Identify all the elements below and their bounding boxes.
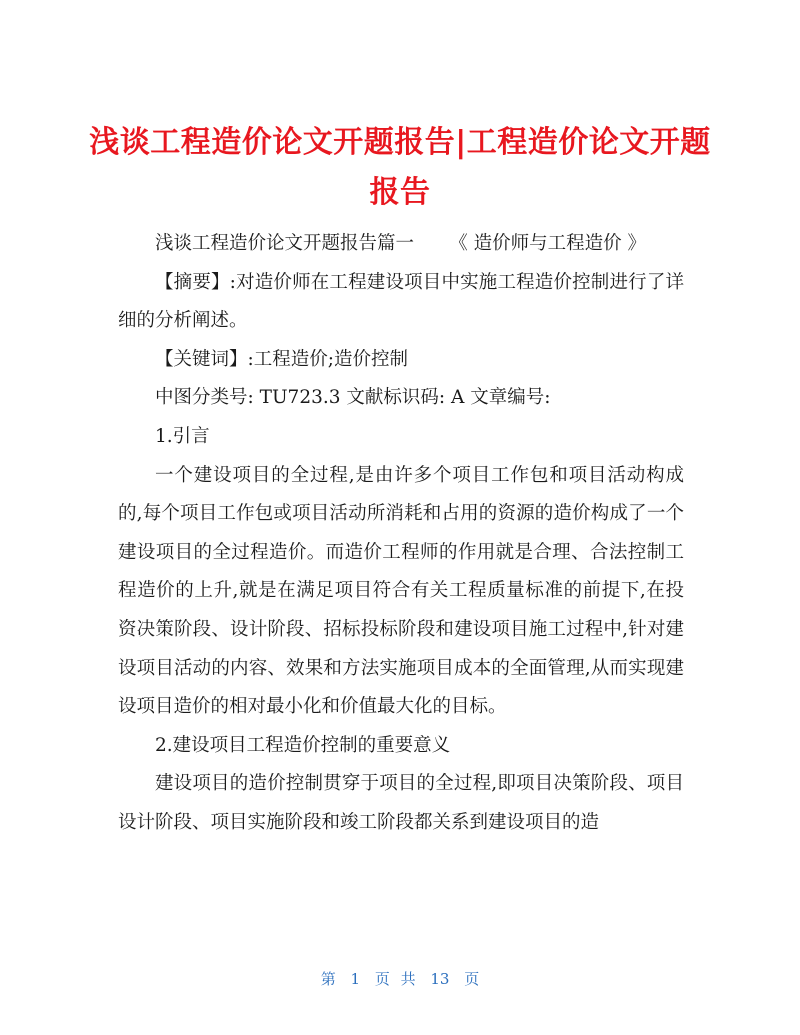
classification-paragraph: 中图分类号: TU723.3 文献标识码: A 文章编号: [155, 387, 551, 409]
document-title: 浅谈工程造价论文开题报告|工程造价论文开题报告 [89, 125, 711, 211]
page-footer [0, 968, 800, 989]
section-heading-introduction: 1.引言 [155, 425, 210, 447]
footer-middle: 页 共 [374, 970, 416, 988]
introduction-paragraph: 一个建设项目的全过程,是由许多个项目工作包和项目活动构成的,每个项目工作包或项目活动所消耗和占用的资源的造价构成了一个建设项目的全过程造价。而造价工程师的作用就是合理、合法控制工程造价的上升,就是在满足项目符合有关工程质量标准的前提下,在投资决策阶段、设计阶段、招标投标阶段和建设项目施工过程中,针对建设项目活动的内容、效果和方法实施项目成本的全面管理,从而实现建设项目造价的相对最小化和价值最大化的目标。 [118, 464, 684, 718]
article-subtitle: 浅谈工程造价论文开题报告篇一 《 造价师与工程造价 》 [155, 233, 647, 254]
keywords-paragraph: 【关键词】:工程造价;造价控制 [155, 348, 408, 370]
footer-prefix: 第 [320, 970, 336, 988]
section-heading-significance: 2.建设项目工程造价控制的重要意义 [155, 734, 451, 756]
footer-current-page: 1 [350, 970, 361, 988]
significance-paragraph: 建设项目的造价控制贯穿于项目的全过程,即项目决策阶段、项目设计阶段、项目实施阶段和竣工阶段都关系到建设项目的造 [118, 773, 684, 833]
footer-suffix: 页 [464, 970, 480, 988]
abstract-paragraph: 【摘要】:对造价师在工程建设项目中实施工程造价控制进行了详细的分析阐述。 [118, 271, 684, 332]
footer-total-pages: 13 [430, 970, 450, 988]
document-body [118, 225, 684, 843]
